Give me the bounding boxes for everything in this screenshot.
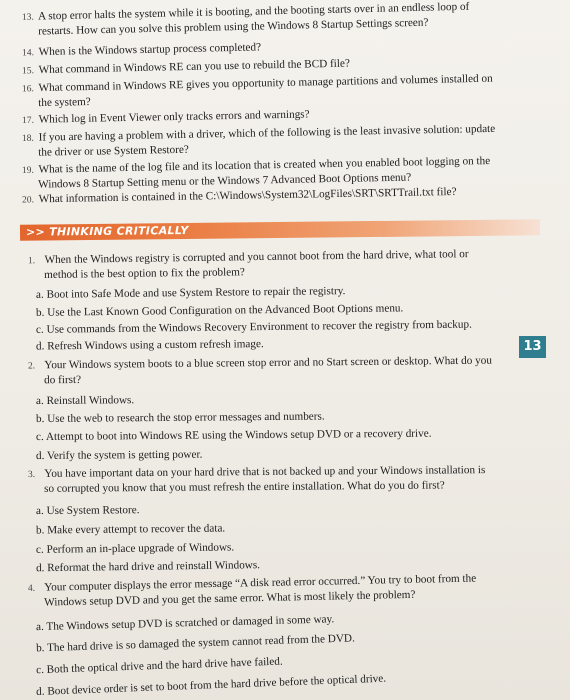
question-number: 4. [27,583,36,594]
question-text: What command in Windows RE gives you opportunity to manage partitions and volumes installed on [38,72,493,95]
option-4a: a. The Windows setup DVD is scratched or damaged in some way. [35,613,335,634]
question-text-cont: Windows setup DVD and you get the same error. What is most likely the problem? [44,588,416,609]
question-text: Which log in Event Viewer only tracks errors and warnings? [38,108,310,126]
option-4b: b. The hard drive is so damaged the system cannot read from the DVD. [35,632,356,655]
option-3d: d. Reformat the hard drive and reinstall Windows. [35,559,261,575]
question-text: When the Windows registry is corrupted and you cannot boot from the hard drive, what tool or [44,248,469,267]
option-1b: b. Use the Last Known Good Configuration on the Advanced Boot Options menu. [35,302,404,319]
question-text-cont: the driver or use System Restore? [38,143,189,159]
question-number: 18. [21,133,34,144]
option-4d: d. Boot device order is set to boot from the hard drive before the optical drive. [35,672,387,699]
question-number: 17. [21,115,35,126]
critical-question-3 [28,463,498,496]
question-text-cont: restarts. How can you solve this problem using the Windows 8 Startup Settings screen? [38,16,429,38]
option-4c: c. Both the optical drive and the hard drive have failed. [35,655,283,677]
thinking-critically-banner [20,219,540,240]
question-number: 14. [21,48,35,59]
question-text: Your computer displays the error message “A disk read error occurred.” You try to boot from the [44,572,477,594]
option-2d: d. Verify the system is getting power. [35,448,203,463]
question-number: 1. [27,256,36,267]
option-2c: c. Attempt to boot into Windows RE using the Windows setup DVD or a recovery drive. [35,427,432,444]
section-heading: >> THINKING CRITICALLY [25,223,189,239]
critical-question-4 [28,571,499,610]
question-text: You have important data on your hard drive that is not backed up and your Windows installation is [44,464,486,480]
question-text: If you are having a problem with a driver, which of the following is the least invasive solution: update [38,122,496,144]
question-text-cont: method is the best option to fix the problem? [44,266,245,282]
option-1d: d. Refresh Windows using a custom refresh image. [35,338,264,353]
question-number: 2. [27,361,36,372]
option-2a: a. Reinstall Windows. [35,394,135,408]
critical-question-2 [28,354,498,388]
question-text-cont: do first? [44,373,82,387]
question-number: 13. [21,12,34,23]
option-2b: b. Use the web to research the stop error messages and numbers. [35,410,325,426]
question-text-cont: Windows 8 Startup Setting menu or the Windows 7 Advanced Boot Options menu? [38,171,412,191]
question-text: What is the name of the log file and its location that is created when you enabled boot logging on the [38,155,491,176]
question-13 [22,0,543,39]
chapter-number-badge: 13 [519,336,546,358]
question-text: What command in Windows RE can you use to rebuild the BCD file? [38,57,351,77]
option-3b: b. Make every attempt to recover the data. [35,522,226,537]
critical-question-1 [28,247,498,283]
question-number: 20. [21,195,35,206]
option-3a: a. Use System Restore. [35,504,140,518]
question-text: Your Windows system boots to a blue screen stop error and no Start screen or desktop. What do you [44,354,492,372]
option-1c: c. Use commands from the Windows Recovery Environment to recover the registry from backup. [35,318,472,336]
question-number: 19. [21,165,34,176]
question-text-cont: so corrupted you know that you must refresh the entire installation. What do you do first? [44,479,445,495]
option-3c: c. Perform an in-place upgrade of Windows. [35,541,235,556]
question-number: 16. [21,84,34,95]
question-text-cont: the system? [38,96,91,110]
question-text: When is the Windows startup process completed? [38,41,262,59]
question-number: 3. [27,469,36,481]
option-1a: a. Boot into Safe Mode and use System Restore to repair the registry. [35,285,346,301]
question-text: What information is contained in the C:\Windows\System32\LogFiles\SRT\SRTTrail.txt file? [38,185,457,206]
question-number: 15. [21,66,35,77]
question-text: A stop error halts the system while it is booting, and the booting starts over in an endless loop of [37,0,470,23]
